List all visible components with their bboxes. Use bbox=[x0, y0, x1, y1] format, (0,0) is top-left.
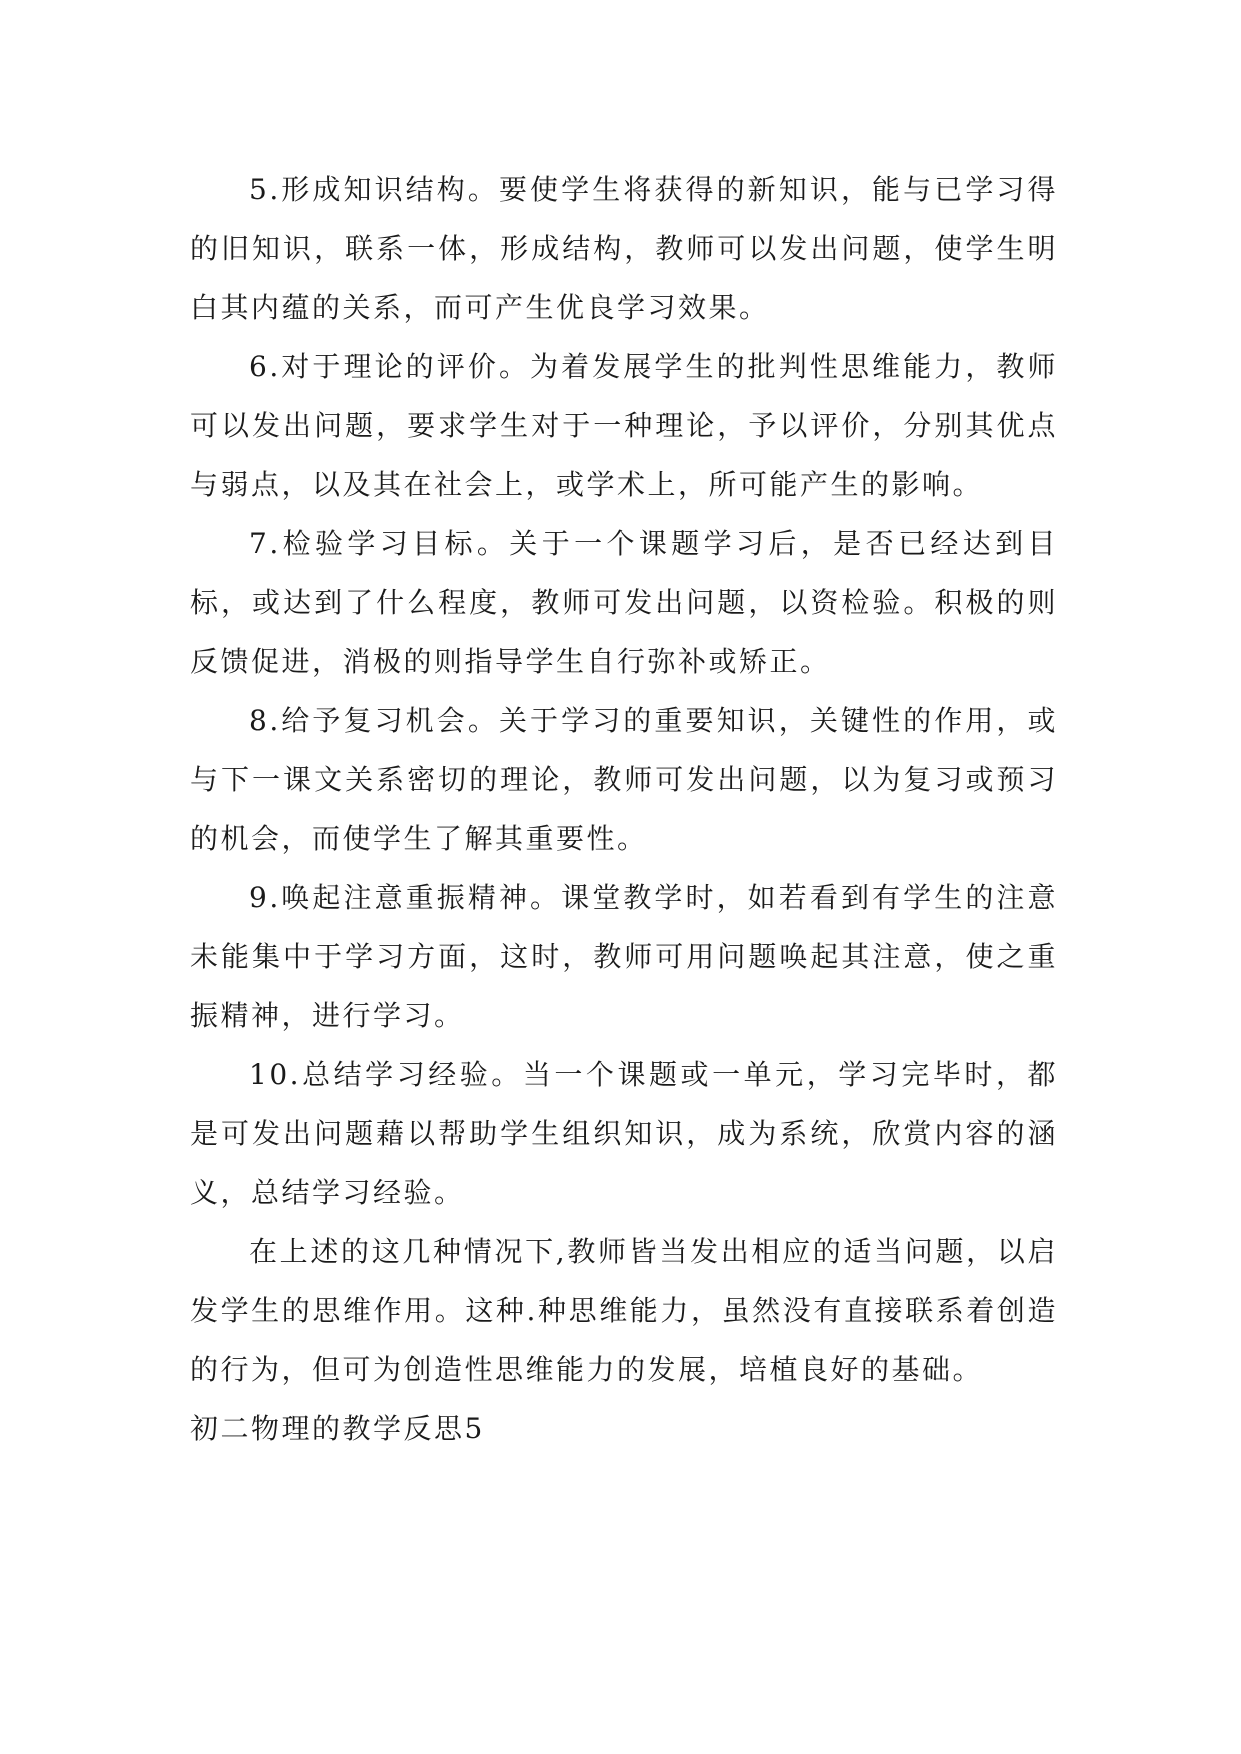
paragraph-summary: 在上述的这几种情况下,教师皆当发出相应的适当问题，以启发学生的思维作用。这种.种思维能力，虽然没有直接联系着创造的行为，但可为创造性思维能力的发展，培植良好的基础。 bbox=[190, 1235, 1058, 1386]
paragraph-item-9: 9.唤起注意重振精神。课堂教学时，如若看到有学生的注意未能集中于学习方面，这时，教师可用问题唤起其注意，使之重振精神，进行学习。 bbox=[190, 881, 1058, 1032]
paragraph-item-8: 8.给予复习机会。关于学习的重要知识，关键性的作用，或与下一课文关系密切的理论，教师可发出问题，以为复习或预习的机会，而使学生了解其重要性。 bbox=[190, 704, 1058, 855]
paragraph-item-10: 10.总结学习经验。当一个课题或一单元，学习完毕时，都是可发出问题藉以帮助学生组织知识，成为系统，欣赏内容的涵义，总结学习经验。 bbox=[190, 1058, 1058, 1209]
document-page bbox=[190, 160, 1058, 1458]
paragraph-item-6: 6.对于理论的评价。为着发展学生的批判性思维能力，教师可以发出问题，要求学生对于一种理论，予以评价，分别其优点与弱点，以及其在社会上，或学术上，所可能产生的影响。 bbox=[190, 350, 1058, 501]
paragraph-item-7: 7.检验学习目标。关于一个课题学习后，是否已经达到目标，或达到了什么程度，教师可发出问题，以资检验。积极的则反馈促进，消极的则指导学生自行弥补或矫正。 bbox=[190, 527, 1058, 678]
paragraph-item-5: 5.形成知识结构。要使学生将获得的新知识，能与已学习得的旧知识，联系一体，形成结构，教师可以发出问题，使学生明白其内蕴的关系，而可产生优良学习效果。 bbox=[190, 173, 1058, 324]
section-heading: 初二物理的教学反思5 bbox=[190, 1412, 485, 1445]
